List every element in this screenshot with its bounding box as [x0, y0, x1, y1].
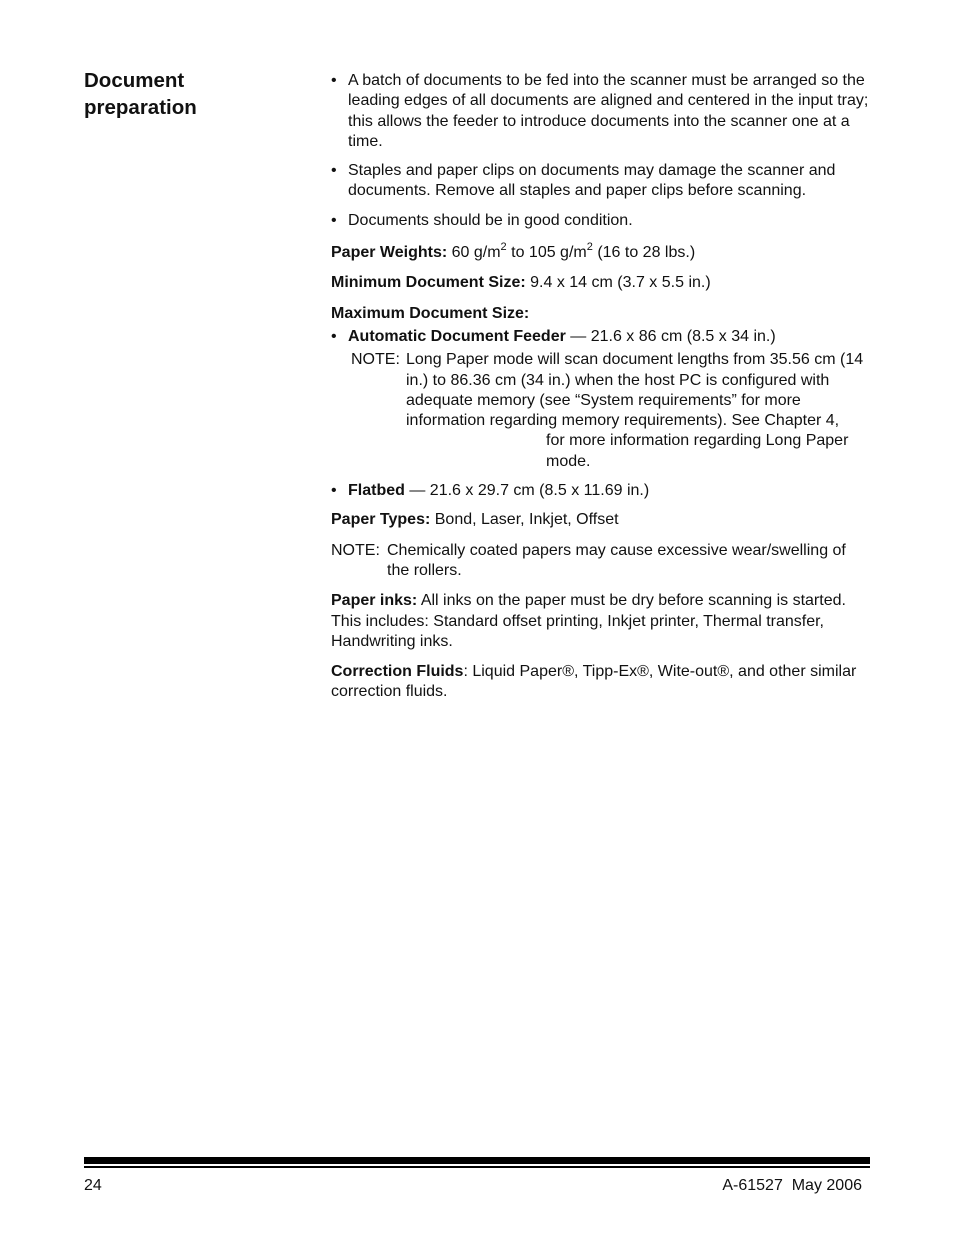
bullet-icon: • [331, 211, 337, 229]
min-size-label: Minimum Document Size: [331, 274, 526, 292]
paper-inks: Paper inks: All inks on the paper must be dry before scanning is started. This includes: Standard offset printing, Inkjet printer, Thermal transfer, Handwriting inks. [331, 592, 846, 650]
list-item: • Staples and paper clips on documents may damage the scanner and documents. Remove all staples and paper clips before scanning. [331, 162, 836, 200]
minimum-document-size: Minimum Document Size: 9.4 x 14 cm (3.7 x 5.5 in.) [331, 274, 711, 292]
adf-label: Automatic Document Feeder [348, 327, 566, 345]
paper-inks-label: Paper inks: [331, 592, 418, 610]
document-id: A-61527 May 2006 [722, 1177, 862, 1194]
flatbed-list [331, 481, 871, 501]
correction-fluids: Correction Fluids: Liquid Paper®, Tipp-Ex®, Wite-out®, and other similar correction fluids. [331, 663, 857, 701]
footer-rule-thick [84, 1157, 870, 1164]
correction-fluids-label: Correction Fluids [331, 663, 464, 681]
note-label: NOTE: [331, 541, 380, 559]
long-paper-note: NOTE: Long Paper mode will scan document lengths from 35.56 cm (14 in.) to 86.36 cm (34 in.) when the host PC is configured with adequate memory (see “System requirements” for more information regarding memory requirements). See Chapter 4, for more information regarding Long Paper mode. [351, 351, 864, 470]
section-heading: Document preparation [84, 69, 197, 119]
list-item: • Automatic Document Feeder — 21.6 x 86 cm (8.5 x 34 in.) [331, 327, 871, 347]
max-size-list [331, 327, 871, 347]
bullet-icon: • [331, 162, 337, 180]
bullet-icon: • [331, 72, 337, 89]
list-item: • Flatbed — 21.6 x 29.7 cm (8.5 x 11.69 in.) [331, 481, 871, 501]
footer-rule-thin [84, 1166, 870, 1168]
note-label: NOTE: [351, 351, 400, 369]
content-column [331, 71, 871, 713]
maximum-document-size-label: Maximum Document Size: [331, 304, 530, 322]
bullet-icon: • [331, 482, 337, 500]
list-item: • A batch of documents to be fed into the scanner must be arranged so the leading edges of all documents are aligned and centered in the input tray; this allows the feeder to introduce documents into the scanner one at a time. [331, 72, 869, 150]
paper-types-label: Paper Types: [331, 511, 431, 529]
paper-weights-label: Paper Weights: [331, 244, 448, 262]
intro-bullet-list [331, 71, 871, 231]
bullet-icon: • [331, 327, 337, 345]
paper-types: Paper Types: Bond, Laser, Inkjet, Offset [331, 511, 619, 529]
flatbed-label: Flatbed [348, 482, 405, 500]
page-number: 24 [84, 1177, 102, 1194]
paper-weights: Paper Weights: 60 $g/m^2$ to 105 $g/m^2$ (16 to 28 lbs.) [331, 240, 696, 262]
coated-paper-note: NOTE: Chemically coated papers may cause excessive wear/swelling of the rollers. [331, 541, 846, 579]
list-item: • Documents should be in good condition. [331, 211, 871, 231]
